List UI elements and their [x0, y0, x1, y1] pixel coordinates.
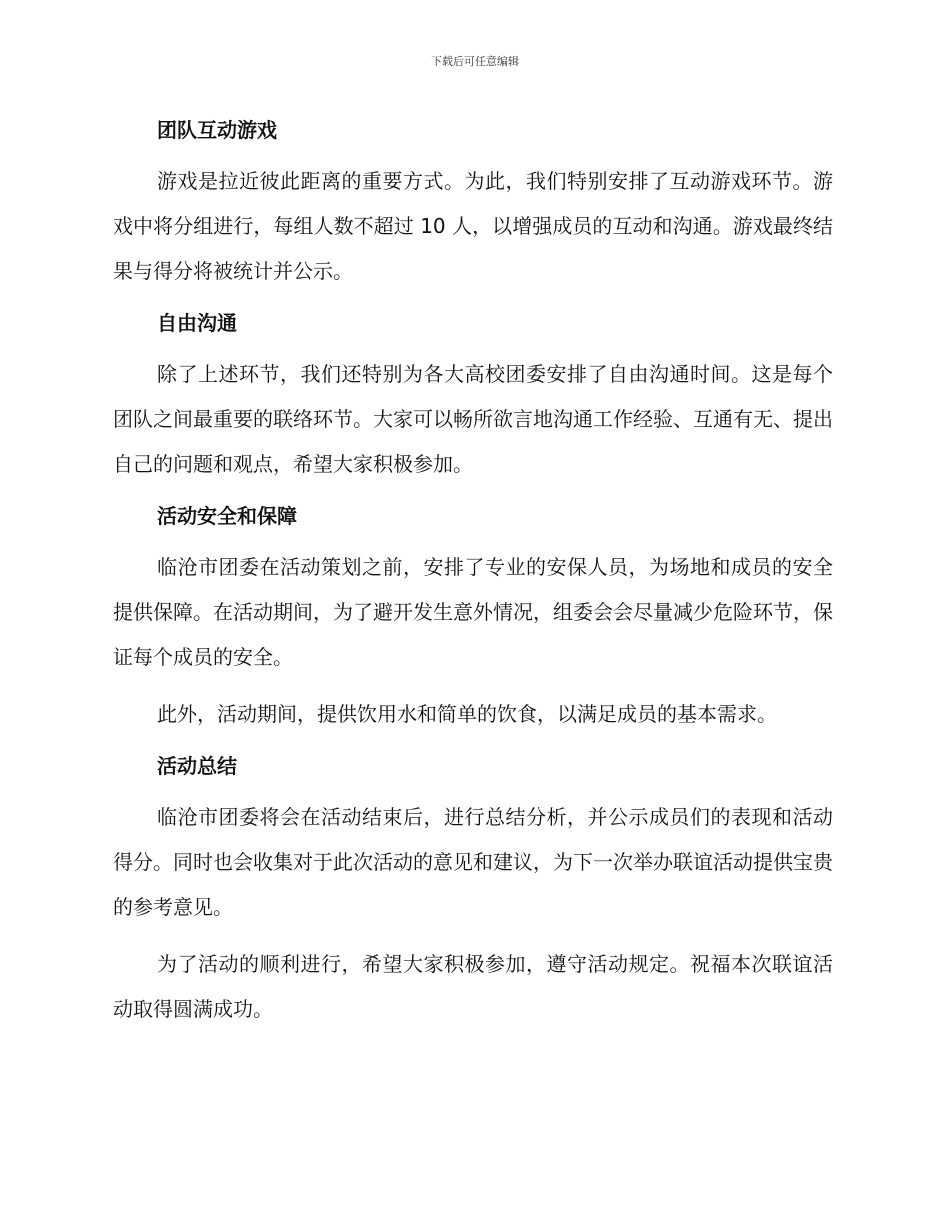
section-heading-safety: 活动安全和保障: [157, 504, 297, 528]
paragraph-safety: 临沧市团委在活动策划之前，安排了专业的安保人员，为场地和成员的安全提供保障。在活动期间，为了避开发生意外情况，组委会会尽量减少危险环节，保证每个成员的安全。: [113, 555, 833, 669]
paragraph-summary: 临沧市团委将会在活动结束后，进行总结分析，并公示成员们的表现和活动得分。同时也会收集对于此次活动的意见和建议，为下一次举办联谊活动提供宝贵的参考意见。: [113, 805, 833, 919]
section-heading-summary: 活动总结: [157, 754, 237, 778]
section-heading-free-communication: 自由沟通: [157, 311, 237, 335]
paragraph-safety-supplies: 此外，活动期间，提供饮用水和简单的饮食，以满足成员的基本需求。: [157, 702, 777, 726]
paragraph-team-game: 游戏是拉近彼此距离的重要方式。为此，我们特别安排了互动游戏环节。游戏中将分组进行，每组人数不超过 10 人，以增强成员的互动和沟通。游戏最终结果与得分将被统计并公示。: [113, 169, 833, 283]
page-header-note: 下载后可任意编辑: [431, 55, 519, 68]
section-heading-team-game: 团队互动游戏: [157, 118, 277, 142]
paragraph-free-communication: 除了上述环节，我们还特别为各大高校团委安排了自由沟通时间。这是每个团队之间最重要的联络环节。大家可以畅所欲言地沟通工作经验、互通有无、提出自己的问题和观点，希望大家积极参加。: [113, 362, 833, 476]
document-body: [113, 114, 833, 1032]
paragraph-closing: 为了活动的顺利进行，希望大家积极参加，遵守活动规定。祝福本次联谊活动取得圆满成功。: [113, 952, 833, 1021]
